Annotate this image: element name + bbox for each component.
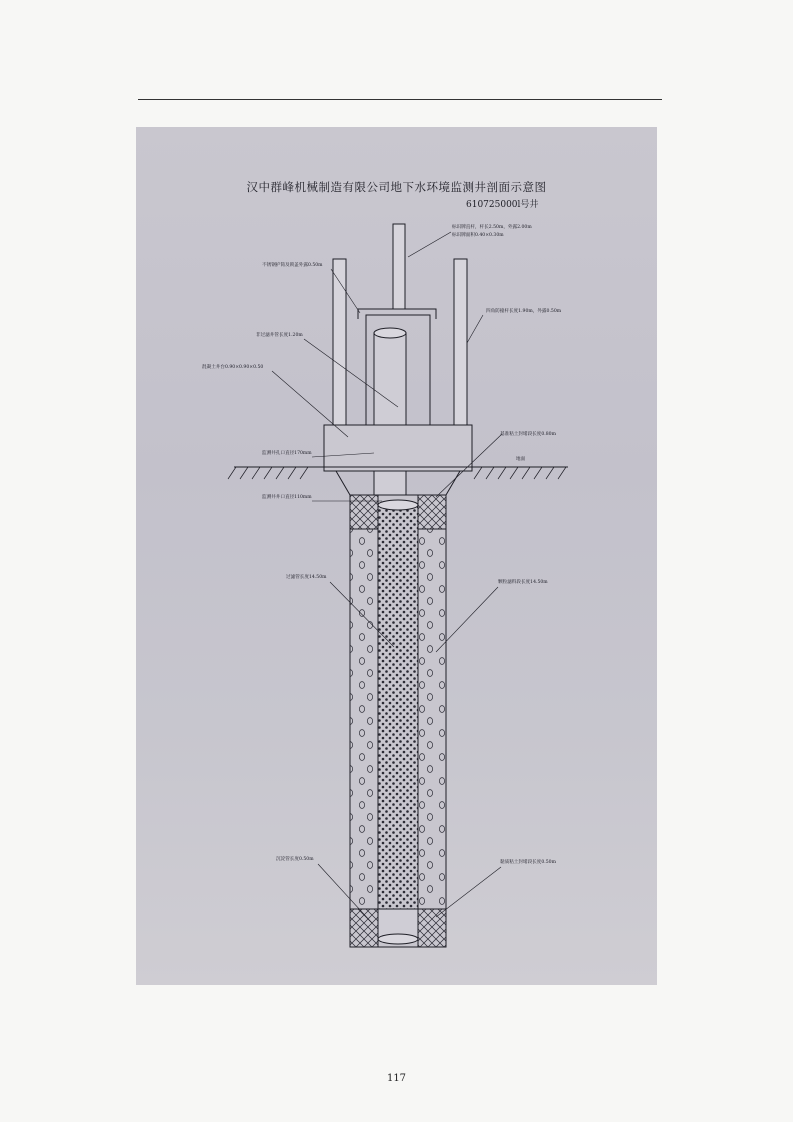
label-gravel: 颗粒滤料段长度14.50m (498, 580, 548, 585)
label-collision-post: 四角防撞杆长度1.90m，外露0.50m (486, 309, 562, 314)
filter-pipe (378, 505, 418, 909)
label-bottom-seal: 黏质粘土封堵段长度0.50m (500, 860, 556, 865)
well-number: 610725000l号井 (466, 200, 539, 210)
bentonite-seal-right (418, 495, 446, 529)
nonfilter-pipe (374, 333, 406, 503)
label-outer-diameter: 监测井孔口直径170mm (262, 451, 312, 456)
label-mark-plate: 标识牌面积0.40×0.30m (452, 233, 504, 238)
page-number: 117 (386, 1073, 407, 1084)
label-mark-pile: 标识牌直杆，杆长2.50m，外露2.00m (452, 225, 532, 230)
label-filter-pipe: 过滤管长度14.50m (286, 575, 327, 580)
leader-mark-pile (408, 232, 451, 257)
diagram-title: 汉中群峰机械制造有限公司地下水环境监测井剖面示意图 (246, 180, 547, 194)
label-steel-cover: 不锈钢护筒及锁盖外露0.50m (262, 263, 323, 268)
label-nonfilter-pipe: 非过滤井管长度1.20m (256, 333, 303, 338)
scanned-diagram (136, 127, 657, 985)
label-ground: 地面 (516, 457, 526, 462)
label-bentonite-seal: 基准粘土封堵段长度0.80m (500, 432, 556, 437)
label-inner-diameter: 监测井井口直径110mm (262, 495, 312, 500)
label-sediment-pipe: 沉淀管长度0.50m (276, 857, 314, 862)
gravel-pack-left (350, 529, 378, 909)
well-section-drawing (136, 127, 657, 985)
leader-collision-post (467, 315, 483, 343)
concrete-platform (324, 425, 472, 471)
header-rule (138, 99, 662, 100)
collision-post-left (333, 259, 346, 427)
collision-post-right (454, 259, 467, 427)
gravel-pack-right (418, 529, 446, 909)
label-concrete-platform: 混凝土井台0.90×0.90×0.50 (202, 365, 264, 370)
bentonite-seal-left (350, 495, 378, 529)
marker-pole (393, 224, 405, 309)
bottom-seal-right (418, 909, 446, 947)
steel-casing (358, 309, 436, 319)
